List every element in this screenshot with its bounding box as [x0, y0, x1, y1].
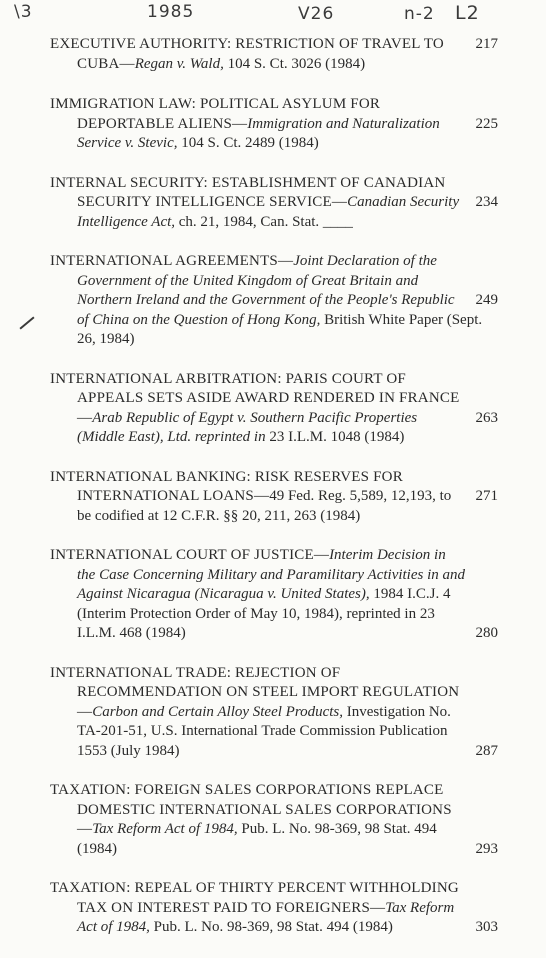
- case-title: Tax Reform Act of 1984,: [77, 899, 455, 935]
- toc-entry: [0, 781, 546, 859]
- case-title: Interim Decision in the Case Concerning Military and Paramilitary Activities in and Against Nicaragua (Nicaragua v. United States),: [77, 547, 466, 602]
- toc-entry: [0, 546, 546, 644]
- page-number: 225: [475, 115, 498, 132]
- toc-entry: [0, 252, 546, 350]
- page-number: 280: [475, 625, 498, 641]
- entry-heading: INTERNAL SECURITY: ESTABLISHMENT OF CANADIAN SECURITY INTELLIGENCE SERVICE—: [50, 174, 446, 210]
- citation: 49 Fed. Reg. 5,589, 12,193, to be codified at 12 C.F.R. §§ 20, 211, 263 (1984): [77, 488, 452, 524]
- case-title: Regan v. Wald,: [134, 55, 224, 72]
- entry-heading: TAXATION: REPEAL OF THIRTY PERCENT WITHHOLDING TAX ON INTEREST PAID TO FOREIGNERS—: [50, 880, 459, 916]
- toc-entry: [0, 879, 546, 938]
- page-number: 217: [475, 36, 498, 52]
- citation: 1984 I.C.J. 4 (Interim Protection Order of May 10, 1984), reprinted in 23 I.L.M. 468 (1984): [77, 586, 451, 641]
- page-number: 234: [475, 194, 498, 210]
- citation: 104 S. Ct. 3026 (1984): [223, 55, 366, 72]
- case-title: Immigration and Naturalization Service v. Stevic,: [77, 115, 440, 151]
- toc-entry: [0, 370, 546, 448]
- case-title: Canadian Security Intelligence Act,: [77, 194, 460, 230]
- entry-heading: INTERNATIONAL TRADE: REJECTION OF RECOMMENDATION ON STEEL IMPORT REGULATION—: [50, 664, 460, 720]
- entry-heading: IMMIGRATION LAW: POLITICAL ASYLUM FOR DEPORTABLE ALIENS—: [50, 96, 381, 132]
- handwritten-mark: \3: [14, 2, 33, 22]
- handwritten-year: 1985: [147, 2, 195, 22]
- toc-entry: [0, 95, 546, 154]
- table-of-contents: [0, 35, 546, 958]
- toc-entry: [0, 35, 546, 74]
- handwritten-number: n-2: [404, 4, 435, 24]
- entry-heading: INTERNATIONAL AGREEMENTS—: [50, 253, 294, 269]
- handwritten-volume: V26: [298, 4, 335, 24]
- citation: ch. 21, 1984, Can. Stat. ____: [175, 213, 353, 230]
- case-title: Joint Declaration of the Government of the United Kingdom of Great Britain and Northern Ireland and the Government of the People's Republic of China on the Question of Hong Kong,: [77, 253, 455, 328]
- citation: British White Paper (Sept. 26, 1984): [77, 311, 483, 347]
- citation: Investigation No. TA-201-51, U.S. International Trade Commission Publication 1553 (July 1984): [77, 703, 451, 759]
- citation: 23 I.L.M. 1048 (1984): [265, 429, 405, 445]
- citation: 104 S. Ct. 2489 (1984): [177, 135, 319, 151]
- toc-entry: [0, 174, 546, 233]
- toc-entry: [0, 664, 546, 762]
- case-title: Arab Republic of Egypt v. Southern Pacific Properties (Middle East), Ltd. reprinted in: [77, 409, 418, 445]
- page-number: 303: [475, 919, 498, 935]
- entry-heading: EXECUTIVE AUTHORITY: RESTRICTION OF TRAVEL TO CUBA—: [50, 36, 444, 72]
- page-number: 293: [475, 840, 498, 857]
- entry-heading: INTERNATIONAL COURT OF JUSTICE—: [50, 547, 330, 563]
- case-title: Carbon and Certain Alloy Steel Products,: [92, 703, 344, 720]
- handwritten-code: L2: [455, 2, 480, 24]
- page-number: 249: [475, 292, 498, 308]
- citation: Pub. L. No. 98-369, 98 Stat. 494 (1984): [149, 919, 393, 935]
- entry-heading: TAXATION: FOREIGN SALES CORPORATIONS REPLACE DOMESTIC INTERNATIONAL SALES CORPORATIONS—: [50, 782, 452, 837]
- entry-heading: INTERNATIONAL BANKING: RISK RESERVES FOR INTERNATIONAL LOANS—: [50, 468, 403, 504]
- page-number: 287: [475, 742, 498, 759]
- case-title: Tax Reform Act of 1984,: [92, 821, 238, 837]
- page-number: 271: [475, 488, 498, 504]
- entry-heading: INTERNATIONAL ARBITRATION: PARIS COURT OF APPEALS SETS ASIDE AWARD RENDERED IN FRANCE—: [50, 370, 460, 426]
- toc-entry: [0, 468, 546, 527]
- citation: Pub. L. No. 98-369, 98 Stat. 494 (1984): [77, 821, 437, 857]
- page-number: 263: [475, 409, 498, 426]
